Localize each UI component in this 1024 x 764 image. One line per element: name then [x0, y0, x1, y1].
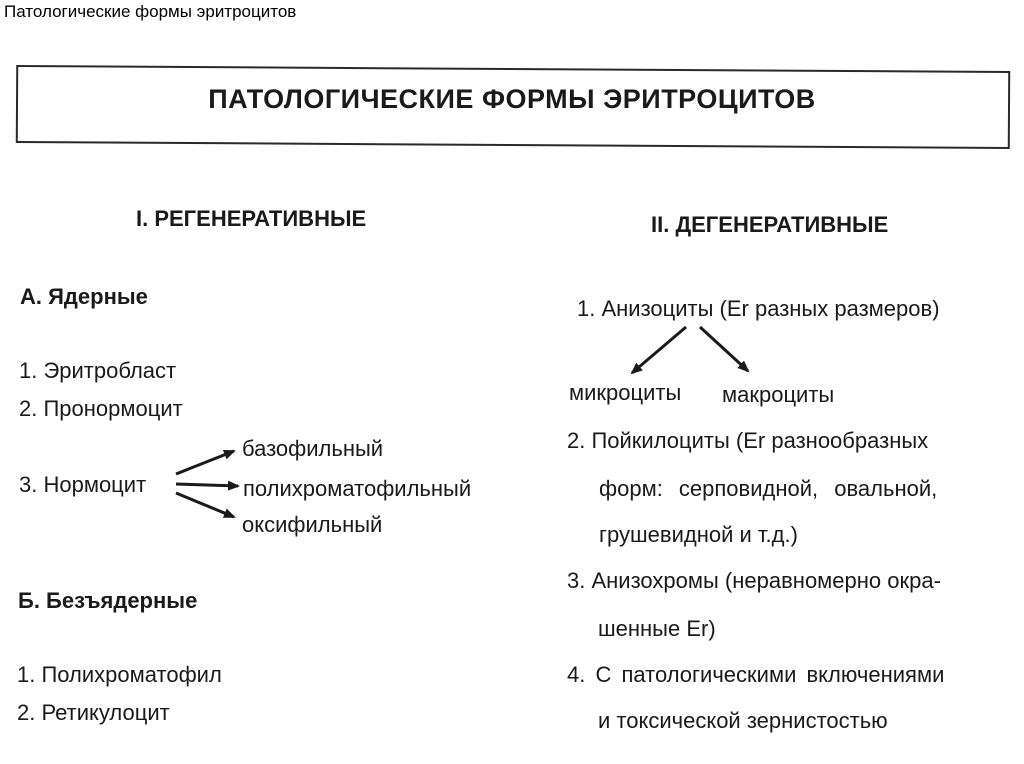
anisochromes-line-2: шенные Er) — [598, 616, 716, 641]
normocyte-type-basophilic: базофильный — [242, 436, 384, 461]
inclusions-line-1: 4. С патологическими включениями — [567, 662, 945, 687]
poikilocytes-line-3: грушевидной и т.д.) — [599, 522, 798, 547]
anuclear-item-1: 1. Полихроматофил — [17, 662, 222, 687]
anisocyte-type-macro: макроциты — [722, 382, 835, 407]
poikilocytes-text-1: 2. Пойкилоциты (Er разнообразных — [567, 428, 929, 453]
nuclear-item-2: 2. Пронормоцит — [19, 396, 183, 421]
arrow-to-macrocytes — [700, 327, 748, 371]
nuclear-item-1: 1. Эритробласт — [19, 358, 177, 383]
arrow-to-polychromatophilic — [176, 484, 238, 486]
regenerative-heading: I. РЕГЕНЕРАТИВНЫЕ — [136, 206, 367, 231]
anuclear-item-2: 2. Ретикулоцит — [17, 700, 170, 725]
arrow-to-microcytes — [632, 327, 686, 373]
nuclear-item-3: 3. Нормоцит — [19, 472, 147, 497]
diagram-title: ПАТОЛОГИЧЕСКИЕ ФОРМЫ ЭРИТРОЦИТОВ — [208, 84, 816, 114]
nuclear-heading: А. Ядерные — [20, 284, 148, 309]
anisocyte-type-micro: микроциты — [569, 380, 682, 405]
normocyte-type-oxyphilic: оксифильный — [242, 512, 383, 537]
image-caption: Патологические формы эритроцитов — [4, 2, 297, 21]
arrow-to-basophilic — [176, 451, 234, 474]
poikilocytes-line-2: форм: серповидной, овальной, — [599, 476, 938, 501]
normocyte-type-polychromatophilic: полихроматофильный — [243, 476, 472, 501]
arrow-to-oxyphilic — [176, 493, 234, 517]
degenerative-heading: II. ДЕГЕНЕРАТИВНЫЕ — [651, 212, 889, 237]
anisochromes-line-1: 3. Анизохромы (неравномерно окра- — [567, 568, 941, 593]
inclusions-line-2: и токсической зернистостью — [598, 708, 888, 733]
anisocytes-item: 1. Анизоциты (Er разных размеров) — [577, 296, 940, 321]
anuclear-heading: Б. Безъядерные — [18, 588, 198, 613]
